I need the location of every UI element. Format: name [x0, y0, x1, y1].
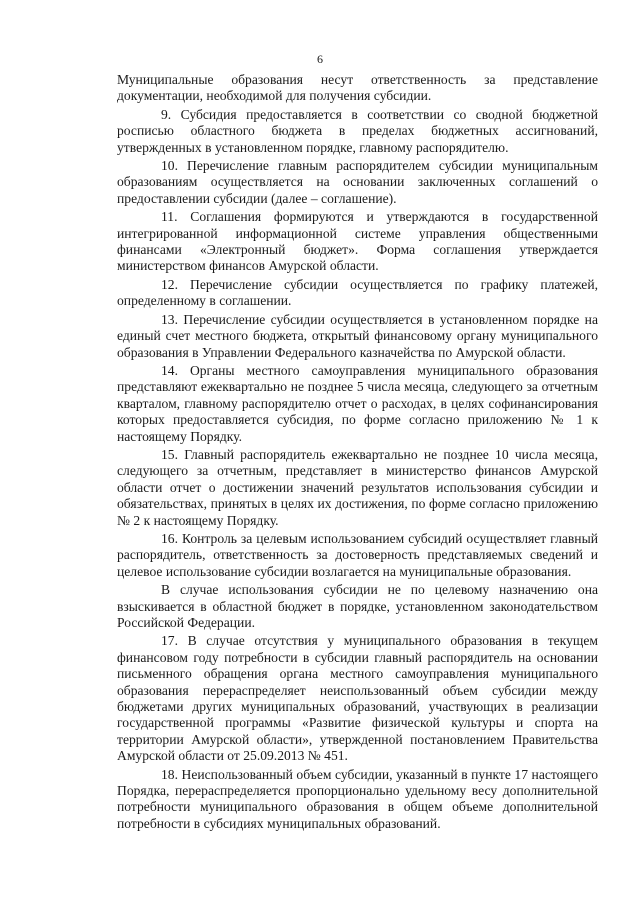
paragraph-14: 14. Органы местного самоуправления муниципального образования представляют ежеквартально не позднее 5 числа месяца, следующего за отчетным кварталом, главному распорядителю отчет о расходах, в целях софинансирования которых предоставляется субсидия, по форме согласно приложению № 1 к настоящему Порядку.	[117, 362, 598, 444]
paragraph-15: 15. Главный распорядитель ежеквартально не позднее 10 числа месяца, следующего за отчетным, представляет в министерство финансов Амурской области отчет о достижении значений результатов использования субсидии и обязательствах, принятых в целях их достижения, по форме согласно приложению № 2 к настоящему Порядку.	[117, 446, 598, 528]
paragraph-16-misuse: В случае использования субсидии не по целевому назначению она взыскивается в областной бюджет в порядке, установленном законодательством Российской Федерации.	[117, 582, 598, 630]
page-number: 6	[317, 52, 323, 66]
paragraph-11: 11. Соглашения формируются и утверждаются в государственной интегрированной информационной системе управления общественными финансами «Электронный бюджет». Форма соглашения утверждается министерством финансов Амурской области.	[117, 209, 598, 274]
paragraph-10: 10. Перечисление главным распорядителем субсидии муниципальным образованиям осуществляется на основании заключенных соглашений о предоставлении субсидии (далее – соглашение).	[117, 158, 598, 206]
paragraph-continuation: Муниципальные образования несут ответственность за представление документации, необходимой для получения субсидии.	[117, 72, 598, 104]
paragraph-17: 17. В случае отсутствия у муниципального образования в текущем финансовом году потребности в субсидии главный распорядитель на основании письменного обращения органа местного самоуправления муниципального образования перераспределяет неиспользованный объем субсидии между бюджетами других муниципальных образований, участвующих в реализации государственной программы «Развитие физической культуры и спорта на территории Амурской области», утвержденной постановлением Правительства Амурской области от 25.09.2013 № 451.	[117, 633, 598, 764]
paragraph-18: 18. Неиспользованный объем субсидии, указанный в пункте 17 настоящего Порядка, перераспределяется пропорционально удельному весу дополнительной потребности муниципального образования в общем объеме дополнительной потребности в субсидиях муниципальных образований.	[117, 766, 598, 831]
document-body	[117, 72, 598, 834]
paragraph-9: 9. Субсидия предоставляется в соответствии со сводной бюджетной росписью областного бюджета в пределах бюджетных ассигнований, утвержденных в установленном порядке, главному распорядителю.	[117, 106, 598, 155]
paragraph-13: 13. Перечисление субсидии осуществляется в установленном порядке на единый счет местного бюджета, открытый финансовому органу муниципального образования в Управлении Федерального казначейства по Амурской области.	[117, 311, 598, 360]
paragraph-16: 16. Контроль за целевым использованием субсидий осуществляет главный распорядитель, ответственность за достоверность представляемых сведений и целевое использование субсидии возлагается на муниципальные образования.	[117, 530, 598, 579]
paragraph-12: 12. Перечисление субсидии осуществляется по графику платежей, определенному в соглашении.	[117, 276, 598, 309]
